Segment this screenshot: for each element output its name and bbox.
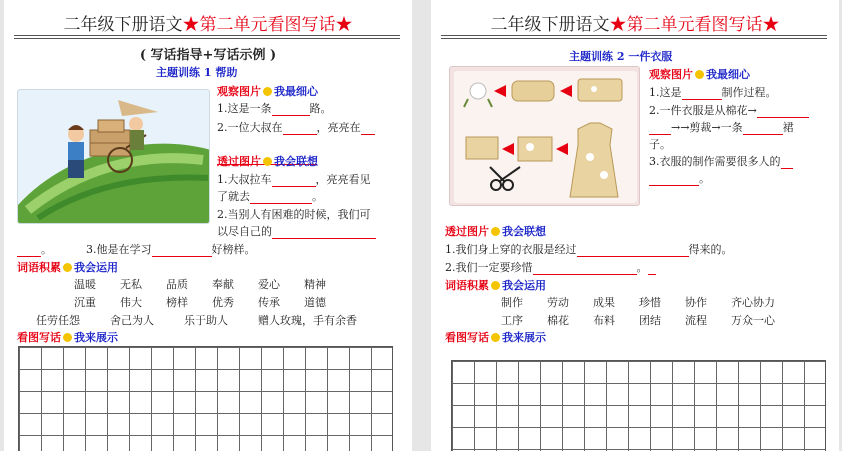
q2-prefix: 2.一位大叔在 — [217, 121, 283, 134]
vocab-word: 万众一心 — [731, 314, 775, 327]
yellow-dot-icon — [695, 70, 704, 79]
connect-3 — [17, 241, 256, 257]
training-label: 主题训练 2 一件衣服 — [569, 50, 673, 63]
q1-suffix: 制作过程。 — [721, 86, 777, 99]
vocab-word: 劳动 — [547, 296, 569, 309]
divider — [14, 38, 400, 39]
vocab-word: 流程 — [685, 314, 707, 327]
q1-prefix: 1.这是一条 — [217, 102, 272, 115]
write-sub: 我来展示 — [502, 331, 546, 344]
vocab-word: 奉献 — [212, 278, 234, 291]
worksheet-page-2 — [431, 0, 839, 451]
title-unit: ★第二单元看图写话★ — [609, 15, 780, 35]
write-heading — [445, 329, 546, 345]
vocab-word: 优秀 — [212, 296, 234, 309]
illustration-clothing-process — [449, 66, 640, 206]
vocab-row-3 — [36, 312, 388, 328]
divider — [441, 38, 827, 39]
answer-blank[interactable] — [283, 123, 317, 135]
divider — [441, 35, 827, 36]
c3-prefix: 。 — [41, 243, 52, 256]
vocab-heading — [445, 277, 546, 293]
vocab-word: 布料 — [593, 314, 615, 327]
vocab-word: 协作 — [685, 296, 707, 309]
yellow-dot-icon — [263, 157, 272, 166]
connect-1 — [445, 241, 733, 257]
vocab-word: 团结 — [639, 314, 661, 327]
observe-sub: 我最细心 — [274, 85, 318, 98]
observe-heading — [649, 66, 750, 82]
q1-prefix: 1.这是 — [649, 86, 682, 99]
vocab-word: 乐于助人 — [184, 314, 228, 327]
connect-1 — [217, 171, 371, 187]
subtitle: ( 写话指导+写话示例 ) — [139, 48, 277, 63]
answer-blank[interactable] — [17, 245, 41, 257]
vocab-word: 舍己为人 — [110, 314, 154, 327]
connect-2b — [217, 223, 376, 239]
vocab-word: 道德 — [304, 296, 326, 309]
title-unit: ★第二单元看图写话★ — [182, 15, 353, 35]
writing-grid[interactable] — [451, 360, 826, 451]
answer-blank[interactable] — [361, 123, 375, 135]
worksheet-page-1 — [4, 0, 412, 451]
question-1 — [649, 84, 777, 100]
yellow-dot-icon — [491, 333, 500, 342]
page-title — [431, 10, 839, 35]
c1-prefix: 1.大叔拉车 — [217, 173, 272, 186]
vocab-word: 珍惜 — [639, 296, 661, 309]
yellow-dot-icon — [63, 263, 72, 272]
question-3 — [649, 153, 793, 169]
vocab-word: 伟大 — [120, 296, 142, 309]
vocab-word: 爱心 — [258, 278, 280, 291]
vocab-word: 成果 — [593, 296, 615, 309]
vocab-word: 沉重 — [74, 296, 96, 309]
vocab-word: 赠人玫瑰，手有余香 — [258, 314, 357, 327]
question-2b — [649, 119, 794, 135]
answer-blank[interactable] — [649, 174, 699, 186]
connect-heading — [445, 223, 546, 239]
yellow-dot-icon — [491, 227, 500, 236]
observe-title: 观察图片 — [649, 68, 693, 81]
connect-2: 2.当别人有困难的时候，我们可 — [217, 208, 371, 221]
question-2 — [649, 102, 809, 118]
divider — [14, 35, 400, 36]
answer-blank[interactable] — [757, 106, 809, 118]
connect-sub: 我会联想 — [274, 155, 318, 168]
title-main: 二年级下册语文 — [63, 15, 183, 35]
answer-blank[interactable] — [682, 88, 722, 100]
c1-suffix: ，亮亮看见 — [315, 173, 371, 186]
c2-suffix: 。 — [636, 261, 648, 274]
q3-line1: 3.衣服的制作需要很多人的 — [649, 155, 781, 168]
c2-line2: 以尽自己的 — [217, 225, 272, 238]
vocab-word: 工序 — [501, 314, 523, 327]
c1-suffix: 得来的。 — [688, 243, 733, 256]
question-2 — [217, 119, 375, 135]
c1b-suffix: 。 — [312, 190, 323, 203]
write-heading — [17, 329, 118, 345]
illustration-man-pulling-cart — [17, 89, 210, 224]
page-title — [4, 10, 412, 35]
c3-mid: 3.他是在学习 — [86, 243, 152, 256]
question-1 — [217, 100, 332, 116]
vocab-title: 词语积累 — [17, 261, 61, 274]
training-label: 主题训练 1 帮助 — [156, 66, 238, 79]
q1-suffix: 路。 — [309, 102, 332, 115]
answer-blank[interactable] — [250, 192, 312, 204]
vocab-word: 精神 — [304, 278, 326, 291]
vocab-word: 制作 — [501, 296, 523, 309]
vocab-title: 词语积累 — [445, 279, 489, 292]
vocab-word: 齐心协力 — [731, 296, 775, 309]
observe-heading — [217, 83, 318, 99]
observe-title: 观察图片 — [217, 85, 261, 98]
answer-blank[interactable] — [533, 263, 637, 275]
connect-sub: 我会联想 — [502, 225, 546, 238]
vocab-row-1 — [501, 294, 801, 310]
c3-suffix: 好榜样。 — [211, 243, 256, 256]
vocab-row-2 — [501, 312, 801, 328]
q2-mid: ，亮亮在 — [316, 121, 361, 134]
write-title: 看图写话 — [17, 331, 61, 344]
c1b-prefix: 了就去 — [217, 190, 250, 203]
connect-title: 透过图片 — [445, 225, 489, 238]
yellow-dot-icon — [491, 281, 500, 290]
answer-blank[interactable] — [649, 123, 671, 135]
connect-title: 透过图片 — [217, 155, 261, 168]
answer-blank[interactable] — [272, 227, 376, 239]
answer-blank[interactable] — [781, 157, 793, 169]
vocab-row-1 — [74, 276, 350, 292]
vocab-word: 榜样 — [166, 296, 188, 309]
connect-1b — [217, 188, 323, 204]
vocab-sub: 我会运用 — [74, 261, 118, 274]
answer-blank[interactable] — [648, 263, 656, 275]
yellow-dot-icon — [263, 87, 272, 96]
c1-prefix: 1.我们身上穿的衣服是经过 — [445, 243, 577, 256]
title-main: 二年级下册语文 — [490, 15, 610, 35]
connect-heading — [217, 153, 318, 169]
q2-line1: 2.一件衣服是从棉花→ — [649, 104, 757, 117]
answer-blank[interactable] — [743, 123, 783, 135]
vocab-word: 棉花 — [547, 314, 569, 327]
answer-blank[interactable] — [272, 175, 316, 187]
q2-line2: →→剪裁→一条 — [671, 121, 743, 134]
vocab-word: 无私 — [120, 278, 142, 291]
question-3b — [649, 170, 710, 186]
vocab-word: 传承 — [258, 296, 280, 309]
q3-line2: 。 — [699, 172, 710, 185]
c2-prefix: 2.我们一定要珍惜 — [445, 261, 533, 274]
vocab-word: 温暖 — [74, 278, 96, 291]
question-2c: 子。 — [649, 138, 671, 151]
write-sub: 我来展示 — [74, 331, 118, 344]
vocab-sub: 我会运用 — [502, 279, 546, 292]
answer-blank[interactable] — [272, 104, 310, 116]
writing-grid[interactable] — [18, 346, 393, 451]
connect-2 — [445, 259, 656, 275]
answer-blank[interactable] — [577, 245, 689, 257]
answer-blank[interactable] — [152, 245, 212, 257]
observe-sub: 我最细心 — [706, 68, 750, 81]
yellow-dot-icon — [63, 333, 72, 342]
q2-line2-end: 裙 — [782, 121, 794, 134]
vocab-word: 品质 — [166, 278, 188, 291]
vocab-heading — [17, 259, 118, 275]
write-title: 看图写话 — [445, 331, 489, 344]
vocab-row-2 — [74, 294, 350, 310]
vocab-word: 任劳任怨 — [36, 314, 80, 327]
